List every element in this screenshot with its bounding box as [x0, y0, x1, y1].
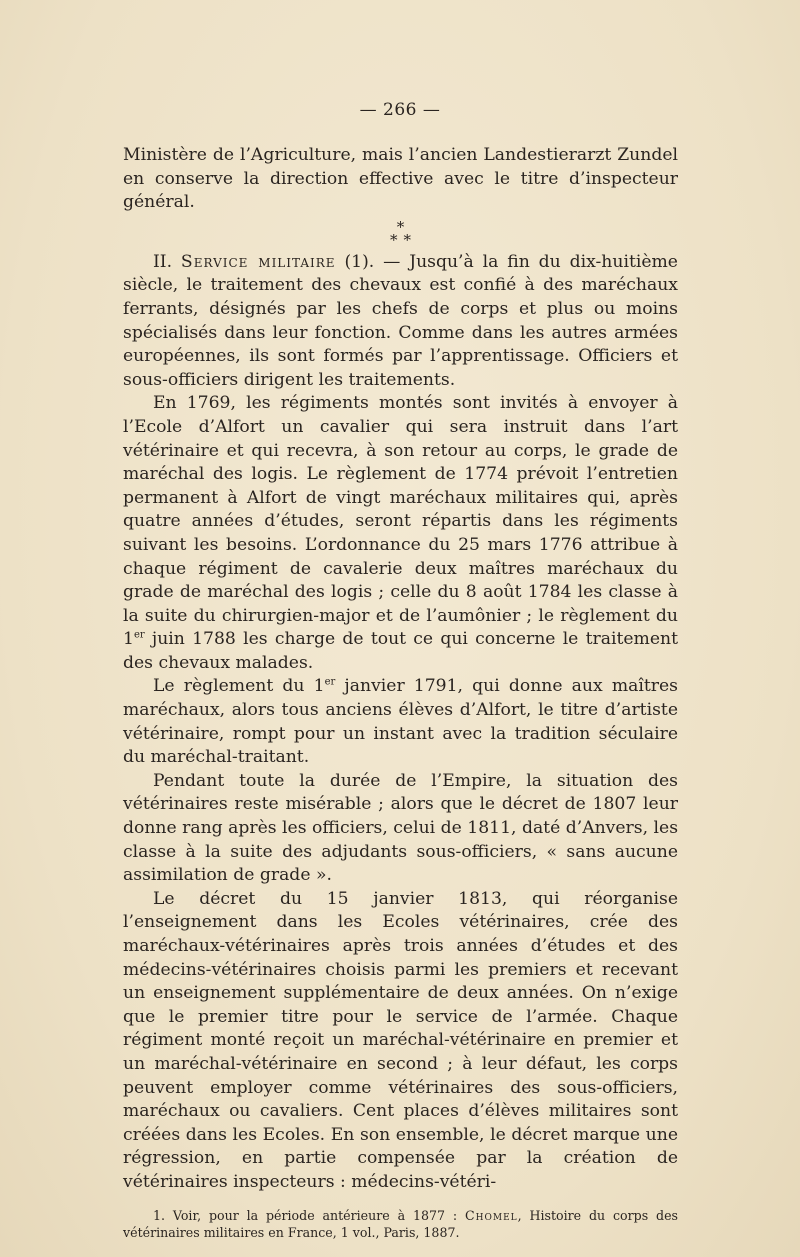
page-number: — 266 — — [359, 100, 441, 120]
footnote-text-tail: , Histoire du corps des vétérinaires militaires en France, 1 vol., Paris, 1887. — [123, 1207, 679, 1240]
paragraph-1791 — [123, 675, 678, 769]
paragraph-text-tail: juin 1788 les charge de tout ce qui concerne le traitement des chevaux malades. — [123, 629, 678, 673]
footnote-text: Voir, pour la période antérieure à 1877 : — [172, 1207, 458, 1223]
paragraph-section-intro — [123, 251, 678, 393]
ordinal-suffix: er — [133, 629, 145, 641]
paragraph-text: Le règlement du — [153, 676, 305, 697]
asterism-icon-pair: ** — [390, 230, 417, 249]
ordinal-suffix: er — [324, 676, 336, 688]
section-number: II. — [153, 251, 173, 272]
paragraph-empire: Pendant toute la durée de l’Empire, la situation des vétérinaires reste misérable ; alors que le décret de 1807 leur donne rang après les officiers, celui de 1811, daté d’Anvers, les classe à la suite des adjudants sous-officiers, « sans aucune assimilation de grade ». — [123, 770, 679, 886]
footnote-marker: 1. — [153, 1207, 166, 1223]
paragraph-1813: Le décret du 15 janvier 1813, qui réorganise l’enseignement dans les Ecoles vétérinaires, crée des maréchaux-vétérinaires après trois années d’études et des médecins-vétérinaires choisis parmi les premiers et recevant un enseignement supplémentaire de deux années. On n’exige que le premier titre pour le service de l’armée. Chaque régiment monté reçoit un maréchal-vétérinaire en premier et un maréchal-vétérinaire en second ; à leur défaut, les corps peuvent employer comme vétérinaires des sous-officiers, maréchaux ou cavaliers. Cent places d’élèves militaires sont créées dans les Ecoles. En son ensemble, le décret marque une régression, en partie compensée par la création de vétérinaires inspecteurs : médecins-vétéri- — [123, 888, 678, 1192]
asterism-icon: * — [396, 217, 405, 236]
paragraph-text-tail: janvier 1791, qui donne aux maîtres maréchaux, alors tous anciens élèves d’Alfort, le titre d’artiste vétérinaire, rompt pour un instant avec la tradition séculaire du maréchal-traitant. — [123, 676, 678, 768]
paragraph-text: — Jusqu’à la fin du dix-huitième siècle, le traitement des chevaux est confié à des maréchaux ferrants, désignés par les chefs de corps et plus ou moins spécialisés dans leur fonction. Comme dans les autres armées européennes, ils sont formés par l’apprentissage. Officiers et sous-officiers dirigent les traitements. — [123, 251, 678, 390]
footnote-author: Chomel — [464, 1207, 518, 1223]
paragraph-text: En 1769, les régiments montés sont invités à envoyer à l’Ecole d’Alfort un cavalier qui sera instruit dans l’art vétérinaire et qui recevra, à son retour au corps, le grade de maréchal des logis. Le règlement de 1774 prévoit l’entretien permanent à Alfort de vingt maréchaux militaires qui, après quatre années d’études, seront répartis dans les régiments suivant les besoins. L’ordonnance du 25 mars 1776 attribue à chaque régiment de cavalerie deux maîtres maréchaux du grade de maréchal des logis ; celle du 8 août 1784 les classe à la suite du chirurgien-major et de l’aumônier ; le règlement du — [123, 393, 678, 626]
ordinal-number: 1 — [313, 676, 325, 697]
section-separator — [123, 217, 678, 249]
ordinal-number: 1 — [123, 629, 134, 650]
body-text — [123, 144, 678, 1241]
section-title: Service militaire — [180, 251, 336, 272]
footnote-reference: (1). — [344, 251, 375, 272]
paragraph-1769 — [123, 392, 678, 675]
footnote — [123, 1207, 678, 1241]
paragraph-continuation: Ministère de l’Agriculture, mais l’ancien Landestierarzt Zundel en conserve la direction effective avec le titre d’inspecteur général. — [123, 145, 678, 213]
